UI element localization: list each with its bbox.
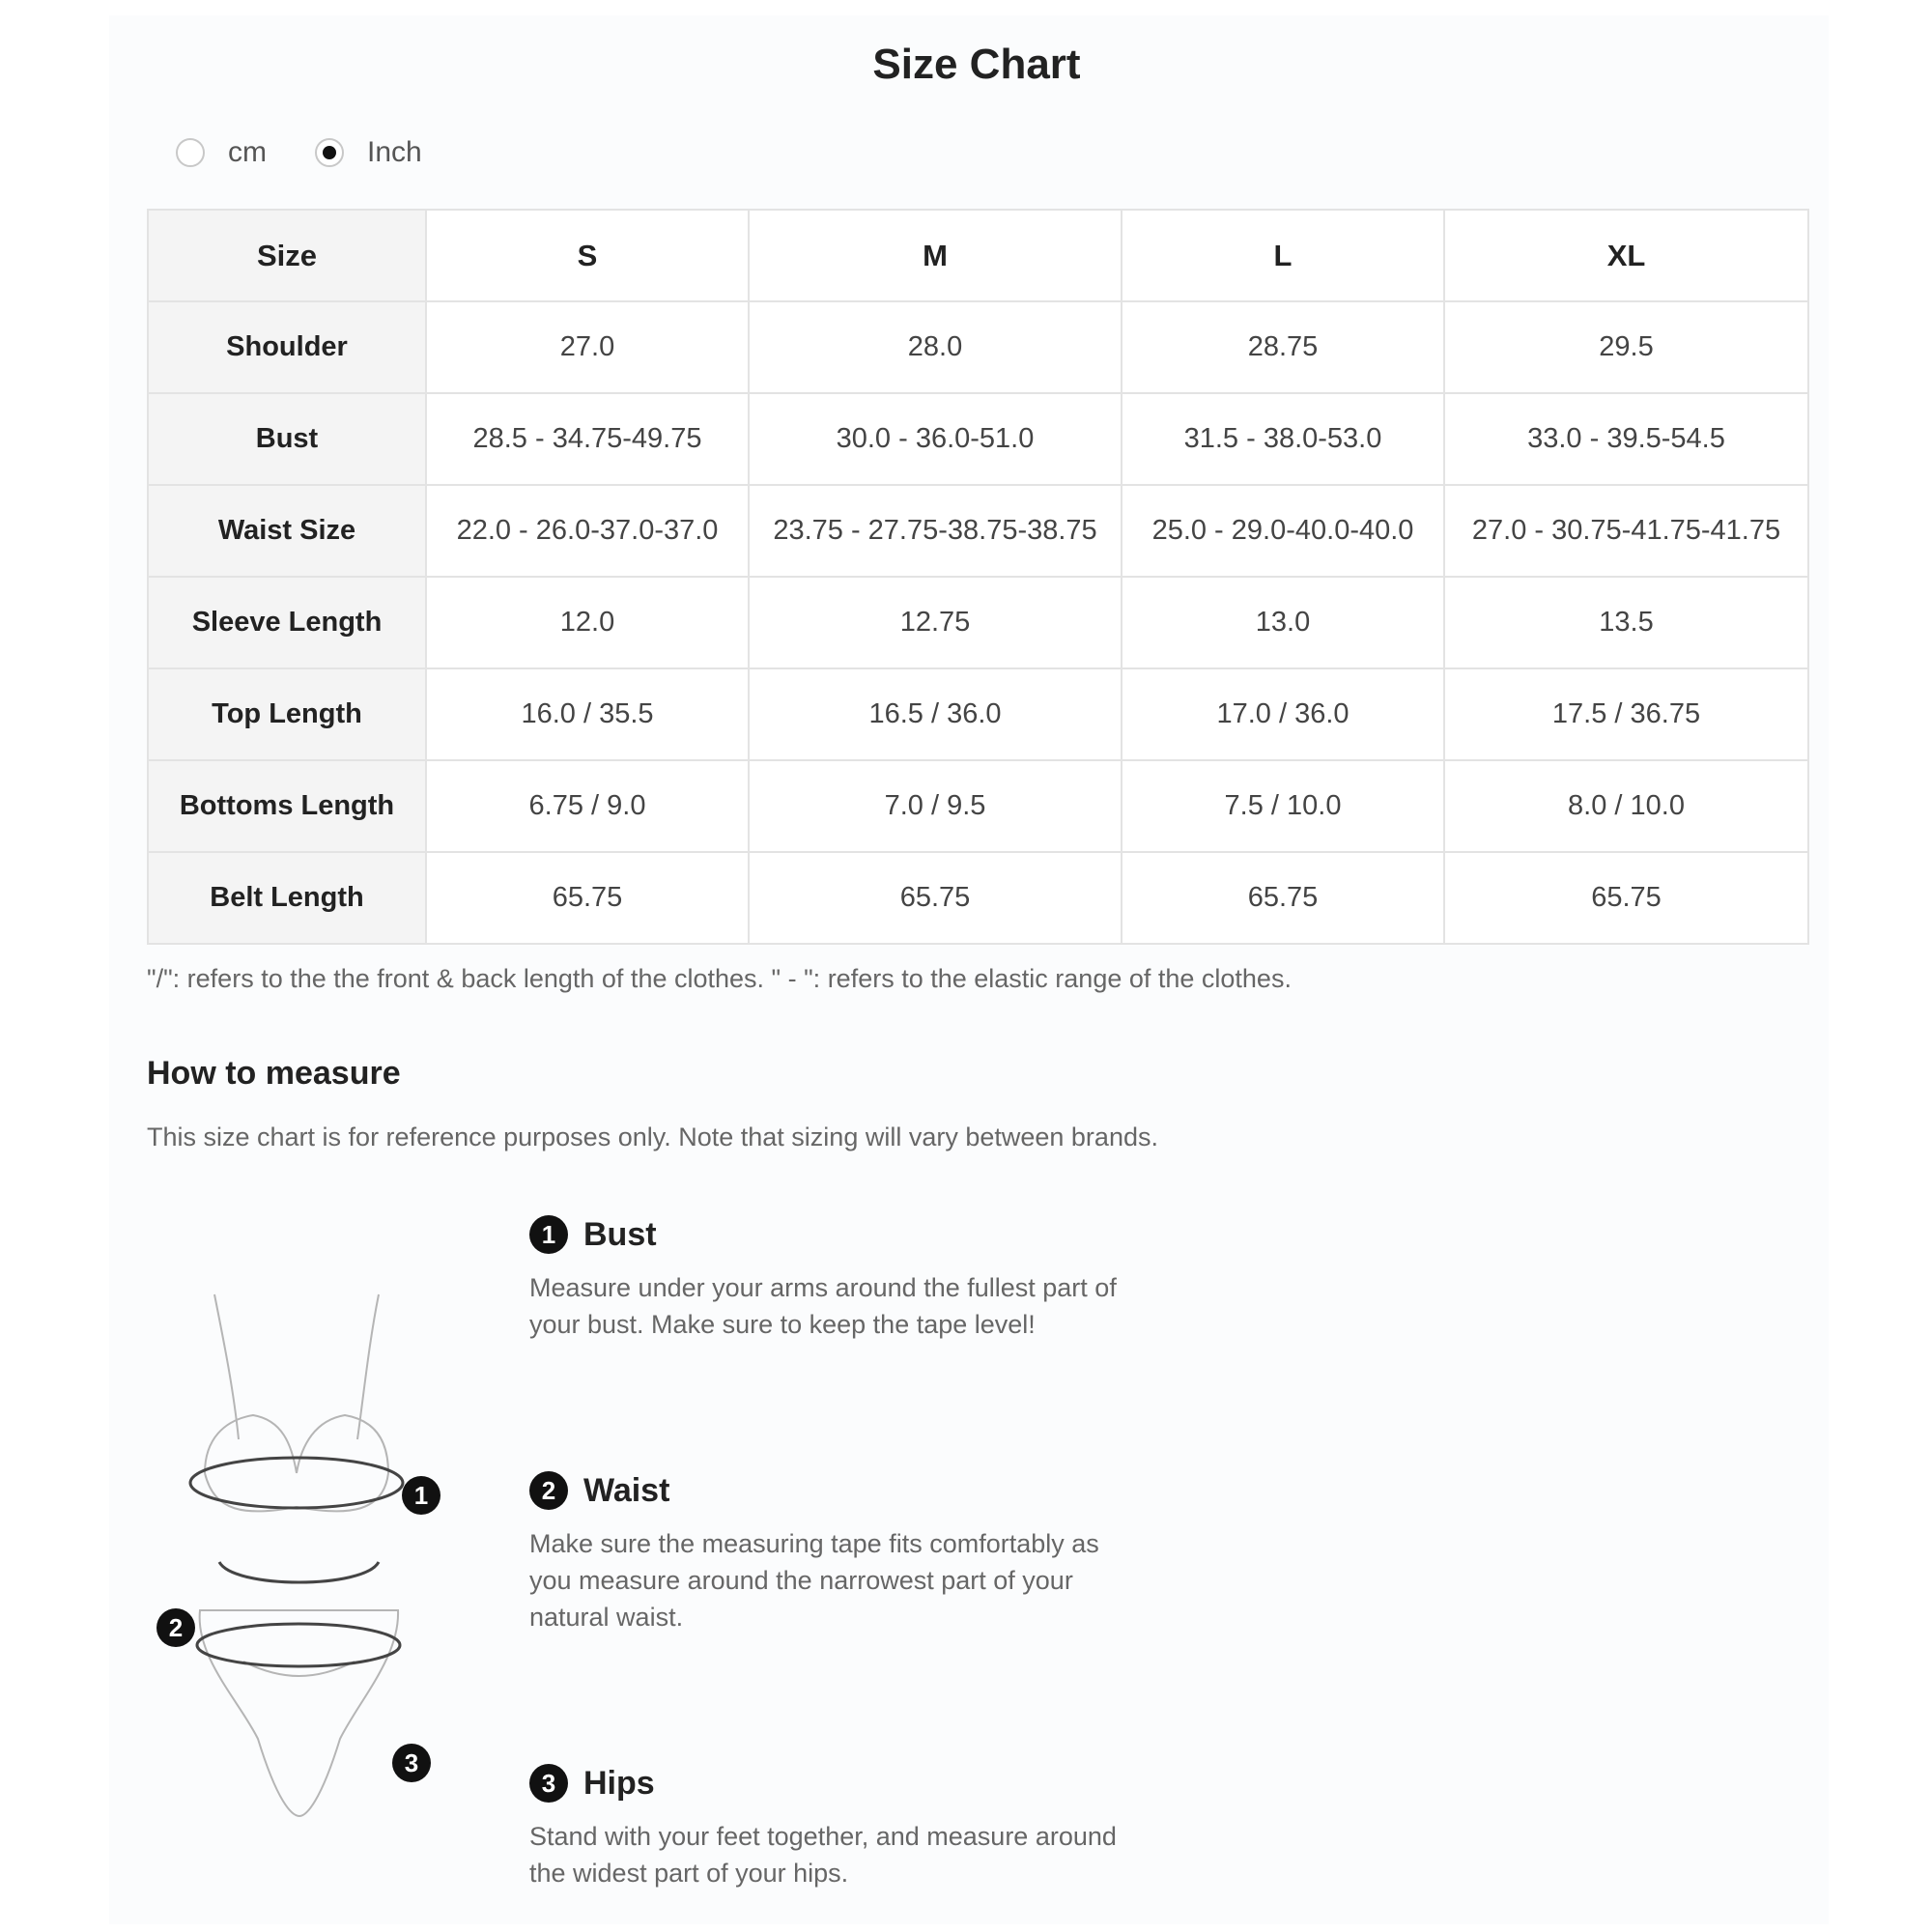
step-title: Waist <box>583 1471 670 1509</box>
table-cell: 28.0 <box>749 301 1122 393</box>
row-label: Bottoms Length <box>148 760 426 852</box>
table-cell: 22.0 - 26.0-37.0-37.0 <box>426 485 749 577</box>
row-label: Bust <box>148 393 426 485</box>
step-description: Measure under your arms around the fullest part of your bust. Make sure to keep the tape level! <box>529 1273 1117 1339</box>
table-row <box>148 393 1808 485</box>
unit-toggle <box>176 129 470 176</box>
table-cell: 29.5 <box>1444 301 1808 393</box>
figure-marker-2 <box>156 1608 195 1647</box>
table-cell: 7.0 / 9.5 <box>749 760 1122 852</box>
table-header-cell: S <box>426 210 749 301</box>
table-cell: 17.0 / 36.0 <box>1122 668 1444 760</box>
table-cell: 65.75 <box>1444 852 1808 944</box>
table-cell: 12.75 <box>749 577 1122 668</box>
table-cell: 27.0 - 30.75-41.75-41.75 <box>1444 485 1808 577</box>
table-row <box>148 577 1808 668</box>
row-label: Waist Size <box>148 485 426 577</box>
table-footnote: "/": refers to the the front & back length of the clothes. " - ": refers to the elastic range of the clothes. <box>147 964 1292 993</box>
radio-cm[interactable] <box>176 138 205 167</box>
table-cell: 65.75 <box>426 852 749 944</box>
step-number-badge: 3 <box>529 1764 568 1803</box>
row-label: Shoulder <box>148 301 426 393</box>
row-label: Top Length <box>148 668 426 760</box>
table-cell: 8.0 / 10.0 <box>1444 760 1808 852</box>
measure-step-hips <box>529 1760 1148 1891</box>
table-header-cell: Size <box>148 210 426 301</box>
table-cell: 65.75 <box>1122 852 1444 944</box>
step-title: Bust <box>583 1215 657 1253</box>
table-cell: 30.0 - 36.0-51.0 <box>749 393 1122 485</box>
table-cell: 6.75 / 9.0 <box>426 760 749 852</box>
table-header-cell: XL <box>1444 210 1808 301</box>
table-cell: 12.0 <box>426 577 749 668</box>
table-row <box>148 852 1808 944</box>
row-label: Sleeve Length <box>148 577 426 668</box>
how-to-measure-note: This size chart is for reference purposes only. Note that sizing will vary between brands. <box>147 1122 1158 1151</box>
unit-label-cm: cm <box>228 136 267 168</box>
step-description: Stand with your feet together, and measure around the widest part of your hips. <box>529 1822 1117 1888</box>
bikini-measure-illustration <box>147 1275 456 1826</box>
step-number-badge: 2 <box>529 1471 568 1510</box>
table-cell: 27.0 <box>426 301 749 393</box>
table-cell: 65.75 <box>749 852 1122 944</box>
table-cell: 16.0 / 35.5 <box>426 668 749 760</box>
table-row <box>148 485 1808 577</box>
size-table <box>147 209 1809 945</box>
table-header-cell: L <box>1122 210 1444 301</box>
svg-text:1: 1 <box>413 1481 429 1510</box>
page-title: Size Chart <box>872 41 1081 88</box>
measure-step-bust <box>529 1211 1148 1343</box>
how-to-measure-heading: How to measure <box>147 1055 401 1092</box>
table-cell: 25.0 - 29.0-40.0-40.0 <box>1122 485 1444 577</box>
step-title: Hips <box>583 1764 655 1802</box>
table-cell: 16.5 / 36.0 <box>749 668 1122 760</box>
row-label: Belt Length <box>148 852 426 944</box>
table-row <box>148 668 1808 760</box>
measure-step-waist <box>529 1467 1148 1635</box>
svg-text:2: 2 <box>168 1613 184 1642</box>
step-number-badge: 1 <box>529 1215 568 1254</box>
figure-marker-1 <box>402 1476 440 1515</box>
table-row <box>148 760 1808 852</box>
table-cell: 28.75 <box>1122 301 1444 393</box>
step-description: Make sure the measuring tape fits comfortably as you measure around the narrowest part of your natural waist. <box>529 1529 1099 1632</box>
table-cell: 13.0 <box>1122 577 1444 668</box>
table-header-row <box>148 210 1808 301</box>
svg-text:3: 3 <box>404 1748 419 1777</box>
table-cell: 33.0 - 39.5-54.5 <box>1444 393 1808 485</box>
table-cell: 31.5 - 38.0-53.0 <box>1122 393 1444 485</box>
table-cell: 13.5 <box>1444 577 1808 668</box>
table-header-cell: M <box>749 210 1122 301</box>
figure-marker-3 <box>392 1744 431 1782</box>
unit-label-inch: Inch <box>367 136 422 168</box>
radio-inch[interactable] <box>315 138 344 167</box>
table-cell: 23.75 - 27.75-38.75-38.75 <box>749 485 1122 577</box>
table-cell: 7.5 / 10.0 <box>1122 760 1444 852</box>
table-cell: 28.5 - 34.75-49.75 <box>426 393 749 485</box>
table-cell: 17.5 / 36.75 <box>1444 668 1808 760</box>
table-row <box>148 301 1808 393</box>
